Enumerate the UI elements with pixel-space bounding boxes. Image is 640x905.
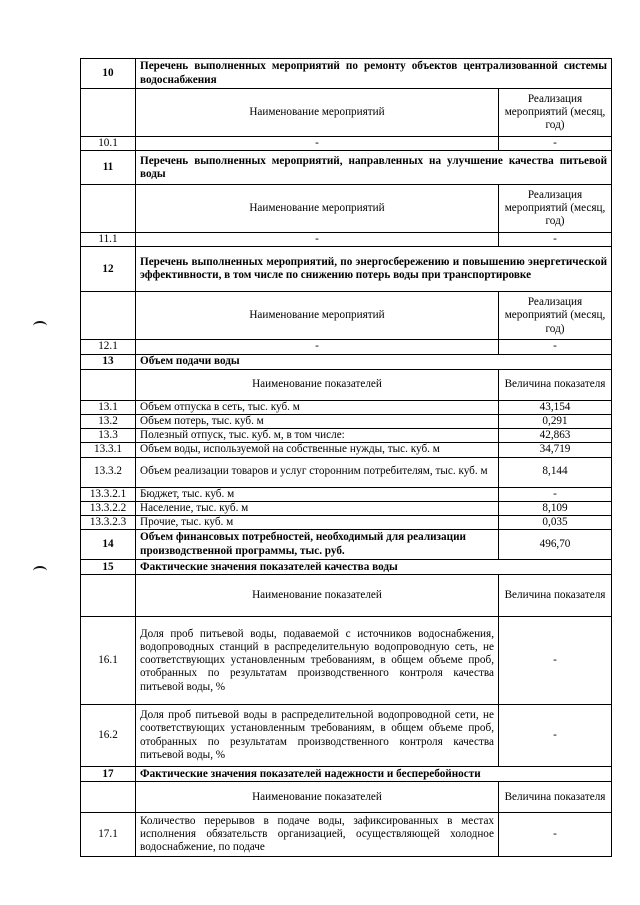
row-value: 0,035: [499, 515, 612, 529]
column-header-row: [81, 782, 612, 813]
column-header-name: Наименование мероприятий: [136, 292, 499, 340]
row-name: Объем отпуска в сеть, тыс. куб. м: [136, 400, 499, 414]
section-title: Фактические значения показателей надежности и бесперебойности: [136, 767, 612, 782]
section-title: Перечень выполненных мероприятий, по энергосбережению и повышению энергетической эффективности, в том числе по снижению потерь воды при транспортировке: [136, 247, 612, 292]
row-value: -: [499, 705, 612, 767]
row-number: 13.2: [81, 414, 136, 428]
row-value: 496,70: [499, 530, 612, 560]
column-header-row: [81, 369, 612, 400]
empty-cell: [81, 782, 136, 813]
row-name: Бюджет, тыс. куб. м: [136, 487, 499, 501]
column-header-value: Реализация мероприятий (месяц, год): [499, 89, 612, 137]
row-name: -: [136, 233, 499, 247]
section-number: 10: [81, 59, 136, 89]
table-row: [81, 443, 612, 457]
table-row: [81, 340, 612, 354]
table-row: [81, 813, 612, 857]
row-number: 14: [81, 530, 136, 560]
section-header-row: [81, 59, 612, 89]
empty-cell: [81, 575, 136, 617]
section-number: 17: [81, 767, 136, 782]
row-name: Прочие, тыс. куб. м: [136, 515, 499, 529]
column-header-value: Величина показателя: [499, 369, 612, 400]
row-number: 12.1: [81, 340, 136, 354]
row-value: 42,863: [499, 429, 612, 443]
section-title: Перечень выполненных мероприятий, направленных на улучшение качества питьевой воды: [136, 151, 612, 185]
row-number: 13.1: [81, 400, 136, 414]
row-name: Объем потерь, тыс. куб. м: [136, 414, 499, 428]
row-name: Полезный отпуск, тыс. куб. м, в том числе:: [136, 429, 499, 443]
section-header-row: [81, 151, 612, 185]
report-table: [80, 58, 612, 857]
table-row: [81, 501, 612, 515]
row-name: Объем воды, используемой на собственные нужды, тыс. куб. м: [136, 443, 499, 457]
row-number: 11.1: [81, 233, 136, 247]
section-number: 15: [81, 560, 136, 575]
row-name: Доля проб питьевой воды, подаваемой с источников водоснабжения, водопроводных станций в распределительную водопроводную сеть, не соответствующих установленным требованиям, в общем объеме проб, отобранных по результатам производственного контроля качества питьевой воды, %: [136, 617, 499, 705]
table-row: [81, 515, 612, 529]
row-value: -: [499, 487, 612, 501]
margin-mark: [33, 321, 47, 331]
table-row: [81, 400, 612, 414]
section-number: 11: [81, 151, 136, 185]
column-header-value: Величина показателя: [499, 575, 612, 617]
row-number: 13.3.2.3: [81, 515, 136, 529]
row-value: 0,291: [499, 414, 612, 428]
row-name: Объем реализации товаров и услуг сторонним потребителям, тыс. куб. м: [136, 457, 499, 487]
table-row: [81, 429, 612, 443]
row-value: 43,154: [499, 400, 612, 414]
row-name: Количество перерывов в подаче воды, зафиксированных в местах исполнения обязательств организацией, осуществляющей холодное водоснабжение, по подаче: [136, 813, 499, 857]
row-value: -: [499, 813, 612, 857]
row-value: -: [499, 233, 612, 247]
empty-cell: [81, 292, 136, 340]
row-name: Население, тыс. куб. м: [136, 501, 499, 515]
section-number: 13: [81, 354, 136, 369]
section-header-row: [81, 560, 612, 575]
row-number: 16.1: [81, 617, 136, 705]
row-value: 8,144: [499, 457, 612, 487]
row-number: 10.1: [81, 137, 136, 151]
column-header-name: Наименование мероприятий: [136, 185, 499, 233]
column-header-row: [81, 185, 612, 233]
table-row: [81, 414, 612, 428]
row-number: 13.3.2.1: [81, 487, 136, 501]
row-value: -: [499, 137, 612, 151]
row-name: -: [136, 137, 499, 151]
column-header-name: Наименование мероприятий: [136, 89, 499, 137]
section-header-row: [81, 767, 612, 782]
row-number: 13.3: [81, 429, 136, 443]
row-number: 13.3.1: [81, 443, 136, 457]
empty-cell: [81, 185, 136, 233]
table-row: [81, 530, 612, 560]
column-header-name: Наименование показателей: [136, 369, 499, 400]
row-name: Объем финансовых потребностей, необходимый для реализации производственной программы, тыс. руб.: [136, 530, 499, 560]
section-header-row: [81, 247, 612, 292]
table-row: [81, 617, 612, 705]
column-header-name: Наименование показателей: [136, 782, 499, 813]
section-header-row: [81, 354, 612, 369]
table-row: [81, 457, 612, 487]
row-name: -: [136, 340, 499, 354]
column-header-row: [81, 575, 612, 617]
margin-mark: [33, 566, 47, 576]
empty-cell: [81, 89, 136, 137]
row-number: 17.1: [81, 813, 136, 857]
section-title: Перечень выполненных мероприятий по ремонту объектов централизованной системы водоснабжения: [136, 59, 612, 89]
section-title: Фактические значения показателей качества воды: [136, 560, 612, 575]
report-table-body: [81, 59, 612, 857]
row-value: -: [499, 340, 612, 354]
table-row: [81, 705, 612, 767]
column-header-name: Наименование показателей: [136, 575, 499, 617]
row-value: 34,719: [499, 443, 612, 457]
column-header-value: Реализация мероприятий (месяц, год): [499, 185, 612, 233]
empty-cell: [81, 369, 136, 400]
column-header-value: Величина показателя: [499, 782, 612, 813]
row-value: -: [499, 617, 612, 705]
column-header-value: Реализация мероприятий (месяц, год): [499, 292, 612, 340]
row-value: 8,109: [499, 501, 612, 515]
row-number: 13.3.2.2: [81, 501, 136, 515]
table-row: [81, 487, 612, 501]
table-row: [81, 233, 612, 247]
section-title: Объем подачи воды: [136, 354, 612, 369]
row-name: Доля проб питьевой воды в распределительной водопроводной сети, не соответствующих установленным требованиям, в общем объеме проб, отобранных по результатам производственного контроля качества питьевой воды, %: [136, 705, 499, 767]
row-number: 16.2: [81, 705, 136, 767]
table-row: [81, 137, 612, 151]
row-number: 13.3.2: [81, 457, 136, 487]
column-header-row: [81, 89, 612, 137]
section-number: 12: [81, 247, 136, 292]
column-header-row: [81, 292, 612, 340]
